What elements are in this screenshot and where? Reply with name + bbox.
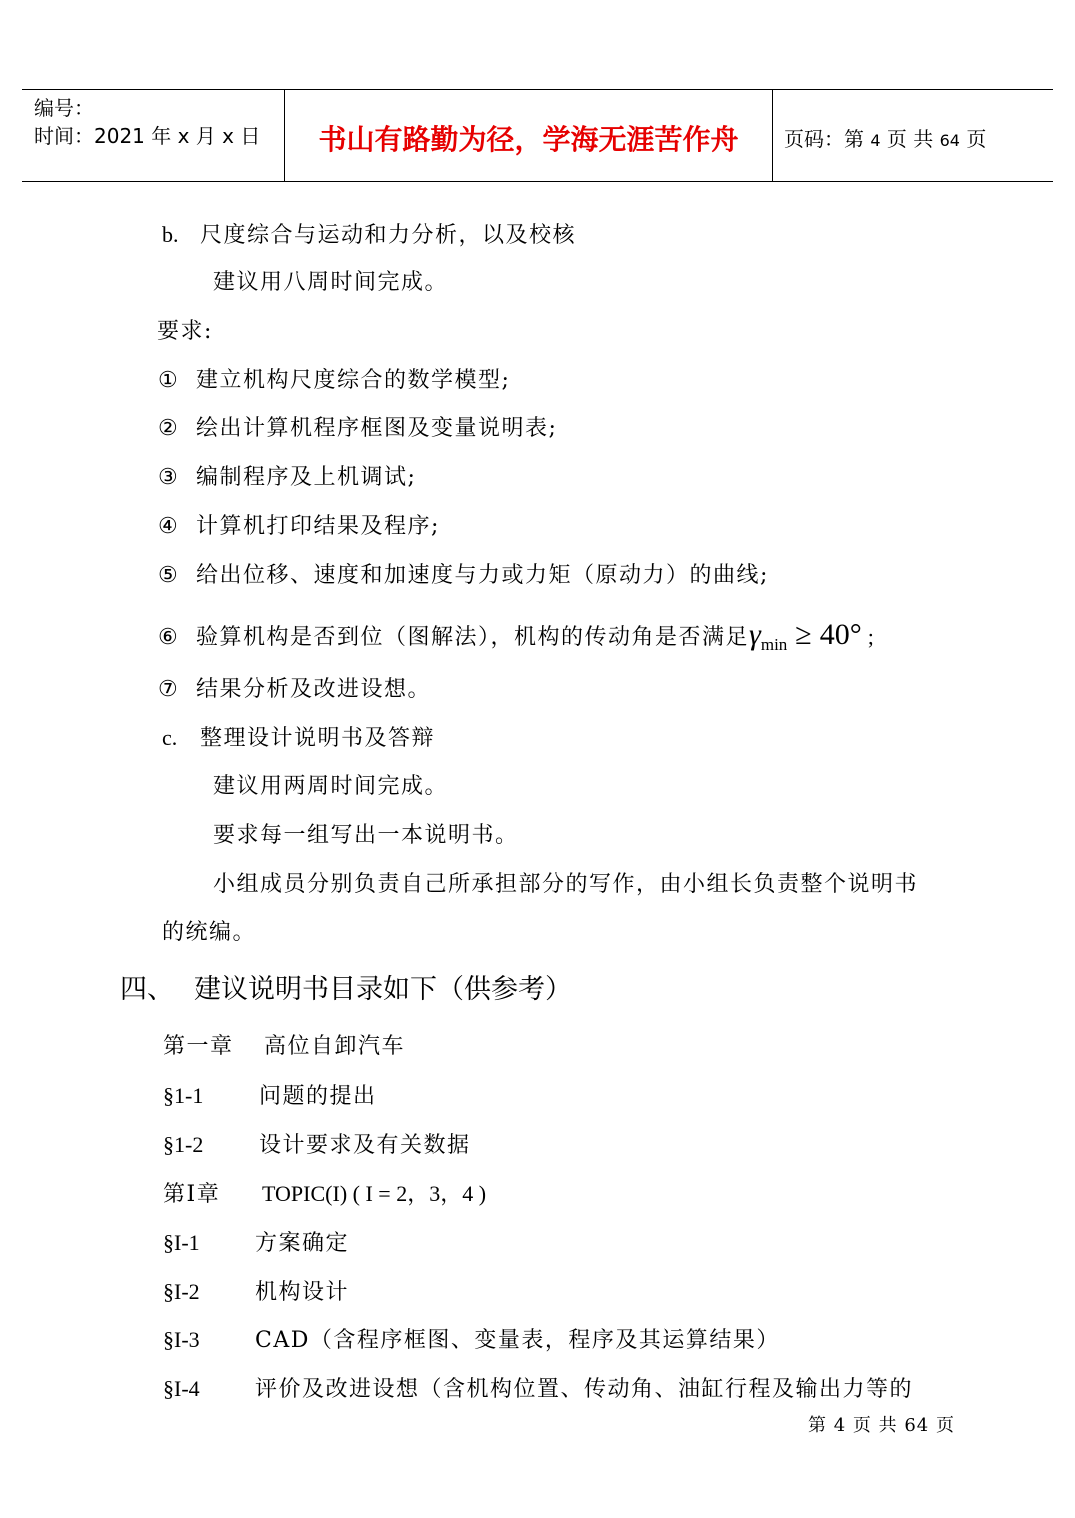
item-b	[162, 220, 576, 251]
requirement-3-marker: ③	[158, 465, 180, 490]
c-time: 建议用两周时间完成。	[213, 774, 449, 799]
requirement-2-marker: ②	[158, 416, 180, 441]
page-prefix: 页码：第	[784, 127, 864, 151]
item-c-text: 整理设计说明书及答辩	[200, 726, 436, 751]
toc-code: §1-1	[163, 1083, 204, 1108]
item-c	[162, 723, 435, 754]
requirement-7-marker: ⑦	[158, 677, 180, 702]
toc-title: 机构设计	[255, 1280, 350, 1305]
requirement-4-marker: ④	[158, 514, 180, 539]
toc-code: 第一章	[163, 1034, 234, 1059]
page-suffix: 页	[966, 127, 987, 151]
item-b-marker: b.	[162, 222, 179, 247]
formula-symbol: γ	[749, 618, 761, 651]
requirements-title: 要求:	[157, 319, 213, 344]
page-footer: 第 4 页 共 64 页	[808, 1415, 955, 1436]
c-requirement: 要求每一组写出一本说明书。	[213, 823, 519, 848]
transmission-angle-formula	[749, 620, 874, 654]
toc-item	[163, 1081, 377, 1112]
toc-code: §I-4	[163, 1376, 200, 1401]
toc-item	[163, 1374, 913, 1405]
requirement-3-text: 编制程序及上机调试;	[196, 465, 417, 490]
requirement-7	[158, 675, 431, 705]
toc-title: 高位自卸汽车	[264, 1034, 406, 1059]
requirement-1-marker: ①	[158, 368, 180, 393]
requirement-6	[158, 620, 874, 654]
header-right-cell	[772, 90, 1053, 181]
page-total: 64	[939, 131, 960, 150]
requirement-5-text: 给出位移、速度和加速度与力或力矩（原动力）的曲线;	[196, 563, 769, 588]
section-4-title: 建议说明书目录如下（供参考）	[194, 974, 572, 1005]
section-4-heading	[120, 973, 572, 1007]
toc-item	[163, 1179, 486, 1210]
requirement-5	[158, 561, 769, 591]
number-label: 编号：	[34, 96, 94, 120]
header-page-info	[784, 123, 986, 152]
formula-tail: ;	[867, 624, 874, 649]
formula-operator: ≥	[795, 618, 812, 651]
requirement-5-marker: ⑤	[158, 563, 180, 588]
page-middle: 页 共	[886, 127, 934, 151]
item-b-text: 尺度综合与运动和力分析，以及校核	[200, 223, 577, 248]
formula-value: 40°	[819, 618, 862, 651]
requirement-2	[158, 414, 557, 444]
header-left-cell	[22, 90, 284, 181]
toc-code: §1-2	[163, 1132, 204, 1157]
toc-title: 设计要求及有关数据	[259, 1133, 471, 1158]
requirement-6-text: 验算机构是否到位（图解法），机构的传动角是否满足	[196, 625, 750, 650]
page-current: 4	[870, 131, 881, 150]
toc-title: 方案确定	[255, 1231, 350, 1256]
requirement-2-text: 绘出计算机程序框图及变量说明表;	[196, 416, 558, 441]
toc-title: 问题的提出	[259, 1084, 377, 1109]
item-c-marker: c.	[162, 725, 178, 750]
toc-item	[163, 1325, 780, 1356]
requirement-4-text: 计算机打印结果及程序;	[196, 514, 440, 539]
toc-item	[163, 1032, 405, 1062]
toc-code: §I-3	[163, 1327, 200, 1352]
header-motto: 书山有路勤为径，学海无涯苦作舟	[318, 123, 739, 156]
requirement-6-marker: ⑥	[158, 625, 180, 650]
formula-subscript: min	[760, 635, 788, 654]
requirement-4	[158, 512, 440, 542]
toc-title: CAD（含程序框图、变量表，程序及其运算结果）	[255, 1328, 780, 1353]
time-label: 时间：2021 年 x 月 x 日	[34, 124, 261, 148]
toc-title: 评价及改进设想（含机构位置、传动角、油缸行程及输出力等的	[255, 1377, 914, 1402]
section-4-number: 四、	[120, 974, 174, 1005]
document-header	[22, 89, 1053, 182]
toc-code: 第Ⅰ章	[163, 1182, 221, 1207]
toc-code: §I-1	[163, 1230, 200, 1255]
requirement-1-text: 建立机构尺度综合的数学模型;	[196, 368, 511, 393]
requirement-1	[158, 366, 510, 396]
toc-item	[163, 1228, 349, 1259]
b-time: 建议用八周时间完成。	[213, 270, 449, 295]
header-center-cell	[284, 90, 773, 181]
toc-code: §I-2	[163, 1279, 200, 1304]
toc-item	[163, 1277, 349, 1308]
c-paragraph-line-2: 的统编。	[162, 920, 257, 945]
toc-title: TOPIC(I) ( I = 2，3，4 )	[262, 1181, 487, 1206]
requirement-3	[158, 463, 416, 493]
c-paragraph-line-1: 小组成员分别负责自己所承担部分的写作，由小组长负责整个说明书	[213, 872, 919, 897]
requirement-7-text: 结果分析及改进设想。	[196, 677, 432, 702]
toc-item	[163, 1130, 471, 1161]
